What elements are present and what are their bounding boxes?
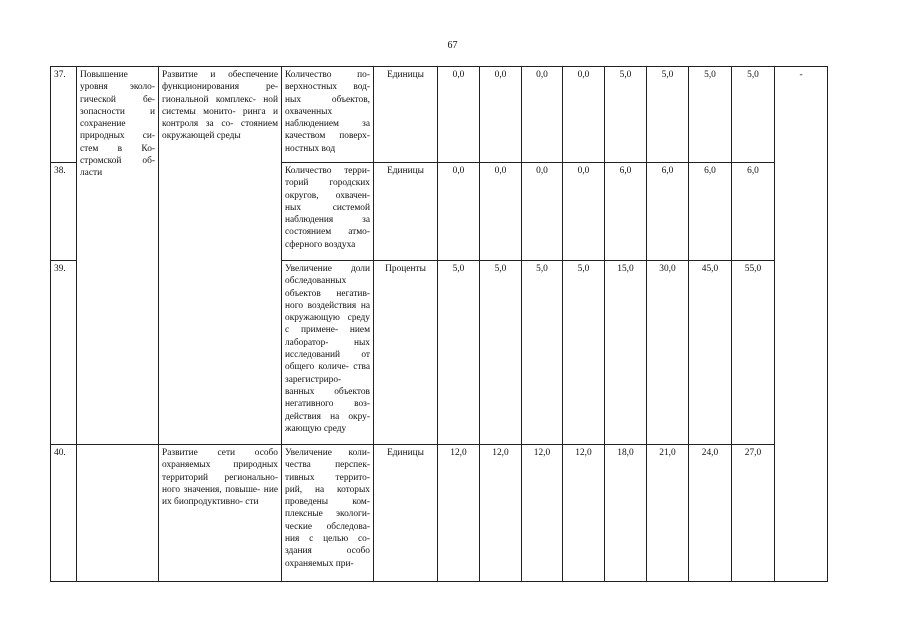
value-cell: 12,0 (480, 445, 522, 582)
value-cell: 5,0 (605, 67, 647, 163)
indicators-table (50, 66, 828, 582)
value-cell: 5,0 (480, 261, 522, 445)
value-cell: 6,0 (689, 163, 732, 261)
page-number: 67 (447, 40, 458, 51)
unit-cell: Проценты (374, 261, 438, 445)
task-cell: Развитие и обеспечение функционирования ре- гиональной комплекс- ной системы монито- ринга и контроля за со- стоянием окружающей среды (159, 67, 282, 445)
value-cell: 0,0 (522, 163, 563, 261)
table-row (51, 445, 828, 582)
row-number: 38. (51, 163, 77, 261)
value-cell: 0,0 (438, 67, 480, 163)
value-cell: 15,0 (605, 261, 647, 445)
value-cell: 12,0 (438, 445, 480, 582)
value-cell: 27,0 (732, 445, 775, 582)
value-cell: 12,0 (563, 445, 605, 582)
value-cell: 6,0 (605, 163, 647, 261)
table-row (51, 67, 828, 163)
value-cell: 5,0 (522, 261, 563, 445)
value-cell: 5,0 (689, 67, 732, 163)
unit-cell: Единицы (374, 67, 438, 163)
value-cell: 5,0 (563, 261, 605, 445)
value-cell: 0,0 (480, 67, 522, 163)
value-cell: 5,0 (647, 67, 689, 163)
row-number: 40. (51, 445, 77, 582)
value-cell: 5,0 (438, 261, 480, 445)
value-cell: 0,0 (522, 67, 563, 163)
goal-cell-continued (77, 445, 159, 582)
row-number: 37. (51, 67, 77, 163)
value-cell: 55,0 (732, 261, 775, 445)
value-cell: 45,0 (689, 261, 732, 445)
indicator-cell: Количество терри- торий городских округов, охвачен- ных системой наблюдения за состоянием атмо- сферного воздуха (282, 163, 374, 261)
value-cell: 30,0 (647, 261, 689, 445)
indicator-cell: Увеличение доли обследованных объектов негатив- ного воздействия на окружающую среду с примене- нием лаборатор- ных исследований от общего количе- ства зарегистриро- ванных объектов негативного воз- действия на окру- жающую среду (282, 261, 374, 445)
value-cell: 0,0 (563, 163, 605, 261)
value-cell: 12,0 (522, 445, 563, 582)
value-cell: 21,0 (647, 445, 689, 582)
value-cell: 6,0 (647, 163, 689, 261)
note-cell: - (775, 67, 828, 582)
unit-cell: Единицы (374, 445, 438, 582)
value-cell: 0,0 (480, 163, 522, 261)
value-cell: 0,0 (563, 67, 605, 163)
value-cell: 18,0 (605, 445, 647, 582)
value-cell: 5,0 (732, 67, 775, 163)
task-cell: Развитие сети особо охраняемых природных территорий регионально- ного значения, повыше- ние их биопродуктивно- сти (159, 445, 282, 582)
indicator-cell: Увеличение коли- чества перспек- тивных террито- рий, на которых проведены ком- плексные экологи- ческие обследова- ния с целью со- здания особо охраняемых при- (282, 445, 374, 582)
value-cell: 0,0 (438, 163, 480, 261)
value-cell: 24,0 (689, 445, 732, 582)
unit-cell: Единицы (374, 163, 438, 261)
row-number: 39. (51, 261, 77, 445)
goal-cell: Повышение уровня эколо- гической бе- зопасности и сохранение природных си- стем в Ко- стромской об- ласти (77, 67, 159, 445)
value-cell: 6,0 (732, 163, 775, 261)
indicator-cell: Количество по- верхностных вод- ных объектов, охваченных наблюдением за качеством поверх- ностных вод (282, 67, 374, 163)
